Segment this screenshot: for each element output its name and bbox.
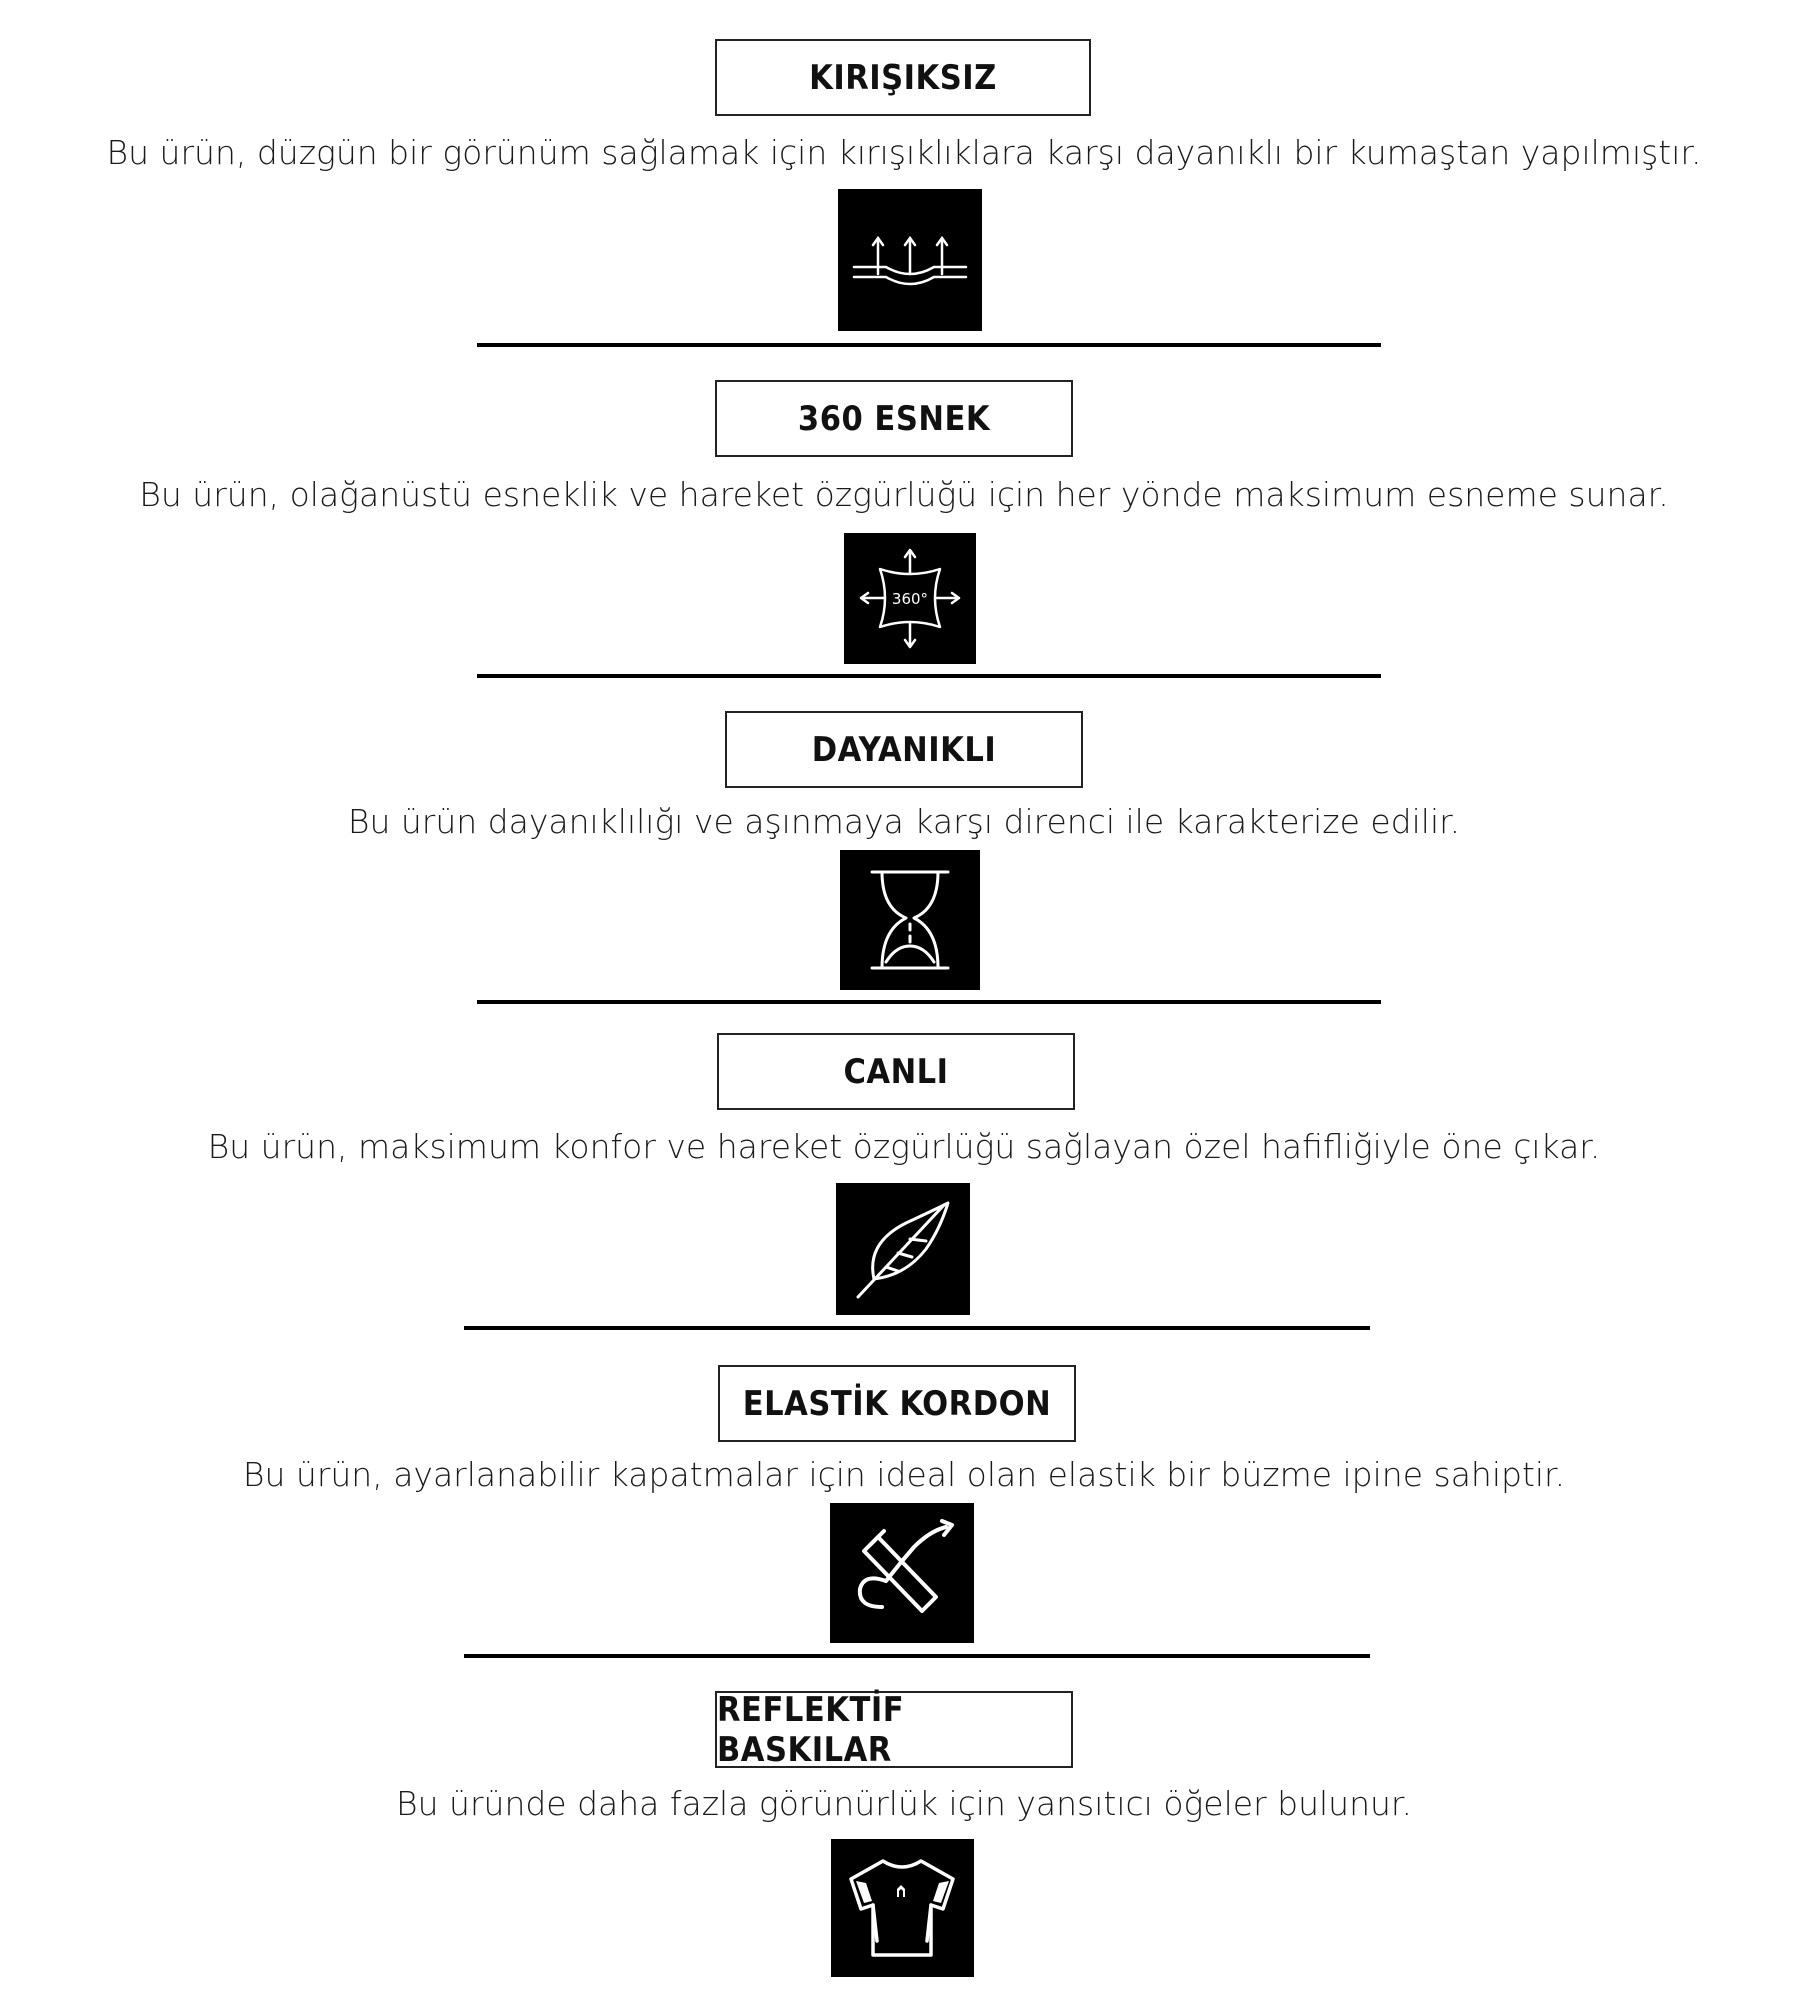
section-divider	[464, 1326, 1370, 1330]
section-divider	[464, 1654, 1370, 1658]
feature-description: Bu ürün, olağanüstü esneklik ve hareket özgürlüğü için her yönde maksimum esneme sunar.	[139, 475, 1669, 514]
feature-description: Bu ürün, maksimum konfor ve hareket özgürlüğü sağlayan özel hafifliğiyle öne çıkar.	[207, 1127, 1601, 1166]
feather-icon	[836, 1183, 970, 1315]
stretch-360-icon	[844, 533, 976, 664]
wrinkle-free-icon	[838, 189, 982, 331]
feature-title: ELASTİK KORDON	[742, 1383, 1052, 1424]
feature-title: DAYANIKLI	[811, 729, 997, 770]
feature-title-box-wrinkle-free	[715, 39, 1091, 116]
feature-title: KIRIŞIKSIZ	[809, 57, 997, 98]
feature-description: Bu üründe daha fazla görünürlük için yansıtıcı öğeler bulunur.	[396, 1784, 1412, 1823]
reflective-shirt-icon	[831, 1839, 974, 1977]
feature-title: REFLEKTİF BASKILAR	[717, 1689, 905, 1770]
feature-title-box-stretch	[715, 380, 1073, 457]
feature-title-box-durable	[725, 711, 1083, 788]
feature-description: Bu ürün dayanıklılığı ve aşınmaya karşı direnci ile karakterize edilir.	[347, 802, 1461, 841]
hourglass-icon	[840, 850, 980, 990]
section-divider	[477, 1000, 1381, 1004]
feature-title: CANLI	[843, 1051, 949, 1092]
feature-description: Bu ürün, ayarlanabilir kapatmalar için ideal olan elastik bir büzme ipine sahiptir.	[242, 1455, 1566, 1494]
feature-title-box-elastic-cord	[718, 1365, 1076, 1442]
feature-title-box-light	[717, 1033, 1075, 1110]
section-divider	[477, 343, 1381, 347]
elastic-cord-icon	[830, 1503, 974, 1643]
feature-description: Bu ürün, düzgün bir görünüm sağlamak için kırışıklıklara karşı dayanıklı bir kumaştan yapılmıştır.	[106, 133, 1702, 172]
feature-title: 360 ESNEK	[797, 398, 991, 439]
section-divider	[477, 674, 1381, 678]
feature-title-box-reflective	[715, 1691, 1073, 1768]
stretch-360-label: 360°	[891, 590, 929, 608]
